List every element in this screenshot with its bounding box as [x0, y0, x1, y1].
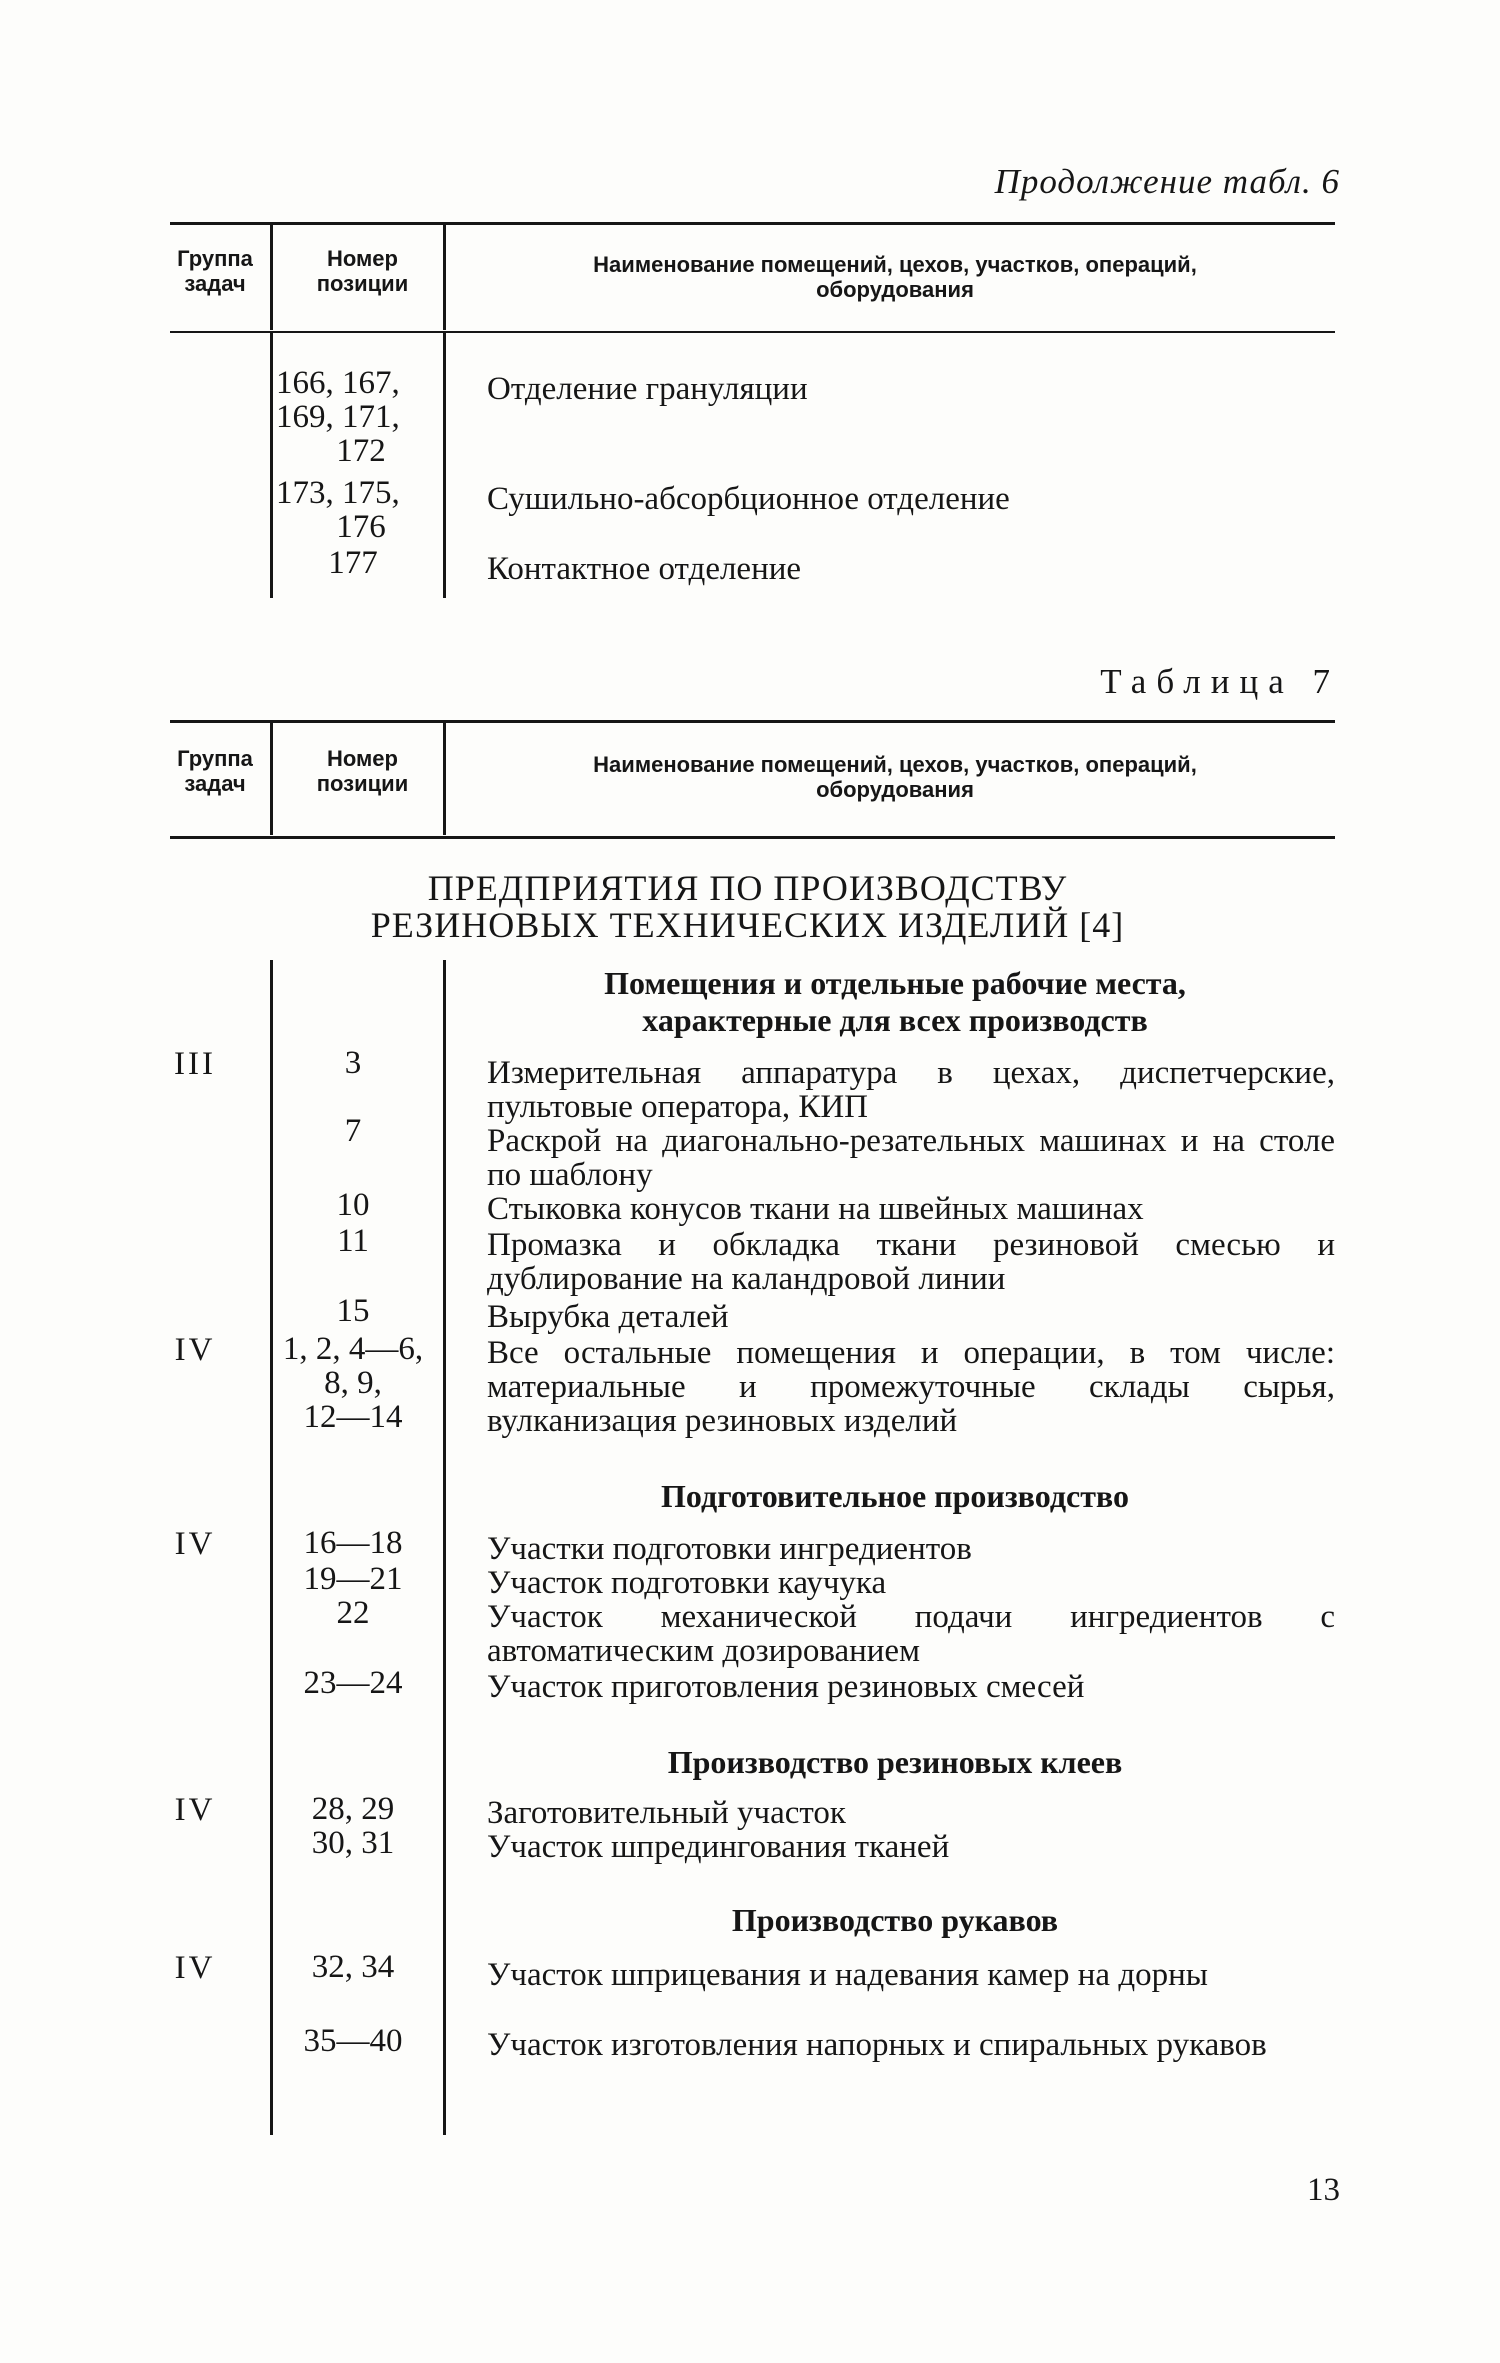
table7-header-rule: [170, 836, 1335, 839]
s2-row-3-position: 22: [336, 1595, 370, 1631]
s2-row-4-position: 23—24: [303, 1665, 403, 1701]
s1-row-6-position: 1, 2, 4—6, 8, 9, 12—14: [282, 1331, 424, 1435]
section-heading-adhesives: Производство резиновых клеев: [667, 1744, 1123, 1780]
table6-row-1-position: 166, 167, 169, 171, 172: [276, 365, 400, 469]
s4-row-1-name: Участок шприцевания и надевания камер на дорны: [487, 1957, 1208, 1993]
continuation-caption: Продолжение табл. 6: [994, 162, 1340, 201]
s2-row-3-name: Участок механической подачи ингредиентов с автоматическим дозированием: [487, 1599, 1335, 1669]
s1-row-1-group: III: [174, 1046, 216, 1082]
s2-row-1-name: Участки подготовки ингредиентов: [487, 1531, 972, 1567]
table7-caption: Таблица 7: [1100, 662, 1340, 701]
s1-row-2-name: Раскрой на диагонально-резательных машинах и на столе по шаблону: [487, 1123, 1335, 1193]
table7-title: ПРЕДПРИЯТИЯ ПО ПРОИЗВОДСТВУ РЕЗИНОВЫХ ТЕХНИЧЕСКИХ ИЗДЕЛИЙ [4]: [370, 868, 1125, 945]
s1-row-3-name: Стыковка конусов ткани на швейных машинах: [487, 1191, 1144, 1227]
table6-header-position: Номер позиции: [316, 246, 409, 296]
s1-row-6-name: Все остальные помещения и операции, в том числе: материальные и промежуточные склады сырья, вулканизация резиновых изделий: [487, 1335, 1335, 1439]
table6-header-group: Группа задач: [177, 246, 253, 296]
table6-top-rule: [170, 222, 1335, 225]
table6-header-name: Наименование помещений, цехов, участков, операций, оборудования: [593, 252, 1197, 302]
table6-header-rule: [170, 331, 1335, 333]
section-heading-hoses: Производство рукавов: [731, 1902, 1059, 1938]
s2-row-2-position: 19—21: [303, 1561, 403, 1597]
s3-row-2-position: 30, 31: [311, 1825, 395, 1861]
s4-row-1-position: 32, 34: [311, 1949, 395, 1985]
table6-vline-1-header: [270, 225, 273, 330]
s3-row-2-name: Участок шпредингования тканей: [487, 1829, 950, 1865]
s4-row-1-group: IV: [174, 1950, 216, 1986]
s1-row-4-name: Промазка и обкладка ткани резиновой смесью и дублирование на каландровой линии: [487, 1227, 1335, 1297]
s2-row-1-group: IV: [174, 1526, 216, 1562]
s1-row-5-name: Вырубка деталей: [487, 1299, 729, 1335]
s3-row-1-position: 28, 29: [311, 1791, 395, 1827]
table6-row-3-name: Контактное отделение: [487, 551, 802, 587]
table7-vline-2-header: [443, 723, 446, 835]
s2-row-2-name: Участок подготовки каучука: [487, 1565, 887, 1601]
s1-row-6-group: IV: [174, 1332, 216, 1368]
s1-row-5-position: 15: [336, 1293, 370, 1329]
s4-row-2-position: 35—40: [303, 2023, 403, 2059]
section-heading-preparatory: Подготовительное производство: [661, 1478, 1129, 1514]
table6-row-2-position: 173, 175, 176: [276, 475, 400, 545]
s3-row-1-name: Заготовительный участок: [487, 1795, 846, 1831]
s3-row-1-group: IV: [174, 1792, 216, 1828]
table7-vline-2-body: [443, 960, 446, 2135]
table7-vline-1-header: [270, 723, 273, 835]
s1-row-1-position: 3: [344, 1045, 362, 1081]
s1-row-3-position: 10: [336, 1187, 370, 1223]
s2-row-4-name: Участок приготовления резиновых смесей: [487, 1669, 1085, 1705]
table6-row-3-position: 177: [328, 545, 378, 581]
s4-row-2-name: Участок изготовления напорных и спиральных рукавов: [487, 2027, 1267, 2063]
section-heading-common: Помещения и отдельные рабочие места, характерные для всех производств: [604, 965, 1186, 1038]
table6-vline-2-header: [443, 225, 446, 330]
table7-header-group: Группа задач: [177, 746, 253, 796]
s1-row-1-name: Измерительная аппаратура в цехах, диспетчерские, пультовые операторa, КИП: [487, 1055, 1335, 1125]
table7-header-position: Номер позиции: [316, 746, 409, 796]
table6-row-2-name: Сушильно-абсорбционное отделение: [487, 481, 1010, 517]
table7-header-name: Наименование помещений, цехов, участков, операций, оборудования: [593, 752, 1197, 802]
table6-row-1-name: Отделение грануляции: [487, 371, 808, 407]
table7-top-rule: [170, 720, 1335, 723]
s1-row-4-position: 11: [337, 1223, 369, 1259]
s2-row-1-position: 16—18: [303, 1525, 403, 1561]
s1-row-2-position: 7: [344, 1113, 362, 1149]
page-number: 13: [1307, 2172, 1340, 2208]
